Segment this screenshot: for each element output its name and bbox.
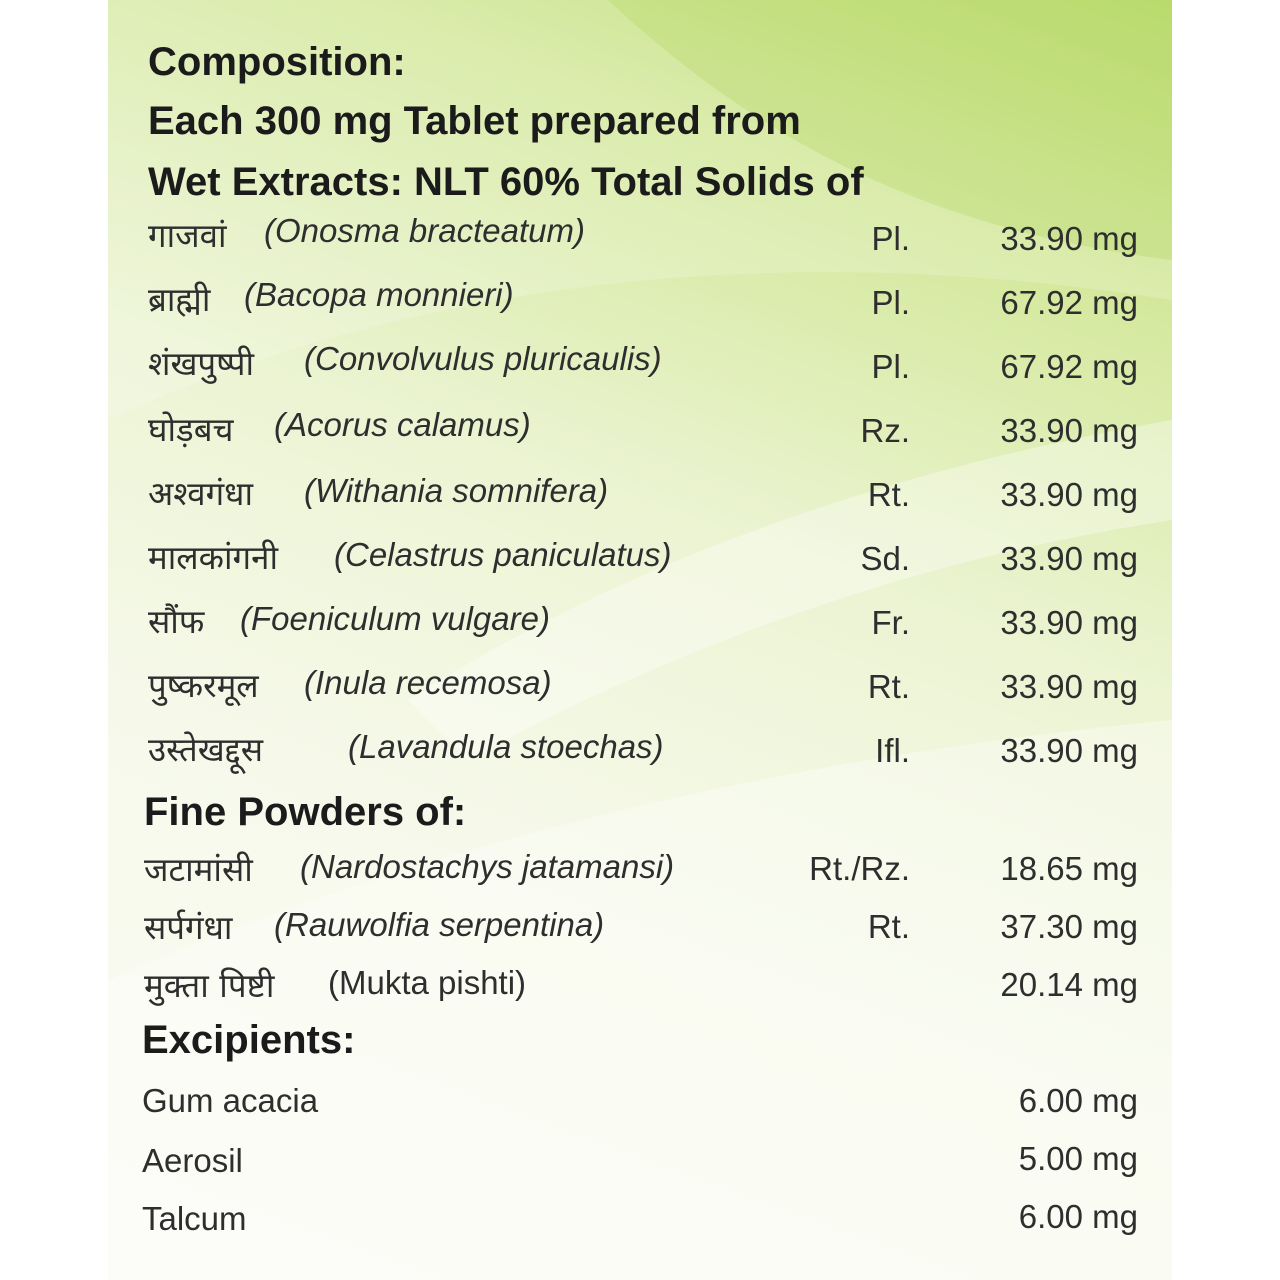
ingredient-hindi-name: पुष्करमूल bbox=[148, 666, 259, 705]
excipient-amount: 5.00 mg bbox=[1018, 1140, 1138, 1177]
ingredient-amount: 20.14 mg bbox=[1000, 966, 1138, 1003]
ingredient-amount: 67.92 mg bbox=[1000, 348, 1138, 385]
excipient-row bbox=[108, 1200, 1172, 1240]
ingredient-amount: 33.90 mg bbox=[1000, 476, 1138, 513]
ingredient-hindi-name: ब्राह्मी bbox=[148, 280, 211, 319]
ingredient-latin-name: (Mukta pishti) bbox=[328, 964, 527, 1001]
excipient-name: Gum acacia bbox=[142, 1082, 319, 1119]
excipient-name: Aerosil bbox=[142, 1142, 243, 1179]
ingredient-latin-name: (Onosma bracteatum) bbox=[264, 212, 585, 249]
plant-part: Sd. bbox=[860, 540, 910, 577]
plant-part: Rt./Rz. bbox=[809, 850, 910, 887]
ingredient-hindi-name: गाजवां bbox=[148, 216, 227, 255]
ingredient-hindi-name: मालकांगनी bbox=[148, 538, 278, 577]
plant-part: Fr. bbox=[871, 604, 910, 641]
ingredient-latin-name: (Nardostachys jatamansi) bbox=[300, 848, 675, 885]
ingredient-row bbox=[108, 340, 1172, 385]
ingredient-row bbox=[108, 726, 1172, 769]
plant-part: Ifl. bbox=[875, 732, 910, 769]
ingredient-row bbox=[108, 904, 1172, 947]
ingredient-amount: 33.90 mg bbox=[1000, 732, 1138, 769]
composition-heading: Composition: bbox=[148, 40, 406, 84]
ingredient-hindi-name: उस्तेखद्दूस bbox=[148, 730, 264, 769]
excipient-row bbox=[108, 1142, 1172, 1182]
ingredient-row bbox=[108, 846, 1172, 889]
tablet-description: Each 300 mg Tablet prepared from bbox=[148, 99, 801, 143]
ingredient-latin-name: (Acorus calamus) bbox=[274, 406, 531, 443]
ingredient-amount: 33.90 mg bbox=[1000, 668, 1138, 705]
ingredient-amount: 33.90 mg bbox=[1000, 412, 1138, 449]
ingredient-latin-name: (Inula recemosa) bbox=[304, 664, 552, 701]
ingredient-latin-name: (Withania somnifera) bbox=[304, 472, 609, 509]
ingredient-latin-name: (Convolvulus pluricaulis) bbox=[304, 340, 662, 377]
ingredient-hindi-name: घोड़बच bbox=[148, 410, 234, 449]
ingredient-latin-name: (Foeniculum vulgare) bbox=[240, 600, 550, 637]
ingredient-amount: 33.90 mg bbox=[1000, 220, 1138, 257]
fine-powders-heading: Fine Powders of: bbox=[144, 790, 467, 834]
excipient-row bbox=[108, 1082, 1172, 1122]
ingredient-hindi-name: मुक्ता पिष्टी bbox=[144, 966, 275, 1005]
ingredient-latin-name: (Lavandula stoechas) bbox=[348, 728, 664, 765]
ingredient-row bbox=[108, 962, 1172, 1005]
excipients-heading: Excipients: bbox=[142, 1018, 356, 1062]
ingredient-row bbox=[108, 534, 1172, 577]
excipient-amount: 6.00 mg bbox=[1018, 1198, 1138, 1235]
plant-part: Rz. bbox=[860, 412, 910, 449]
ingredient-latin-name: (Celastrus paniculatus) bbox=[334, 536, 672, 573]
composition-panel bbox=[108, 0, 1172, 1280]
ingredient-row bbox=[108, 212, 1172, 257]
excipient-name: Talcum bbox=[142, 1200, 247, 1237]
ingredient-amount: 37.30 mg bbox=[1000, 908, 1138, 945]
excipient-amount: 6.00 mg bbox=[1018, 1082, 1138, 1119]
ingredient-row bbox=[108, 662, 1172, 705]
ingredient-row bbox=[108, 470, 1172, 513]
ingredient-amount: 67.92 mg bbox=[1000, 284, 1138, 321]
ingredient-hindi-name: सर्पगंधा bbox=[144, 908, 233, 947]
ingredient-amount: 33.90 mg bbox=[1000, 540, 1138, 577]
ingredient-row bbox=[108, 276, 1172, 321]
plant-part: Pl. bbox=[871, 220, 910, 257]
ingredient-latin-name: (Bacopa monnieri) bbox=[244, 276, 514, 313]
plant-part: Rt. bbox=[867, 668, 910, 705]
plant-part: Rt. bbox=[867, 476, 910, 513]
ingredient-amount: 18.65 mg bbox=[1000, 850, 1138, 887]
ingredient-hindi-name: सौंफ bbox=[148, 602, 205, 641]
ingredient-hindi-name: शंखपुष्पी bbox=[148, 344, 255, 383]
ingredient-row bbox=[108, 598, 1172, 641]
ingredient-amount: 33.90 mg bbox=[1000, 604, 1138, 641]
wet-extracts-heading: Wet Extracts: NLT 60% Total Solids of bbox=[148, 160, 864, 204]
ingredient-hindi-name: जटामांसी bbox=[144, 850, 253, 889]
ingredient-hindi-name: अश्वगंधा bbox=[148, 474, 254, 513]
ingredient-row bbox=[108, 406, 1172, 449]
ingredient-latin-name: (Rauwolfia serpentina) bbox=[274, 906, 605, 943]
plant-part: Rt. bbox=[867, 908, 910, 945]
plant-part: Pl. bbox=[871, 348, 910, 385]
plant-part: Pl. bbox=[871, 284, 910, 321]
